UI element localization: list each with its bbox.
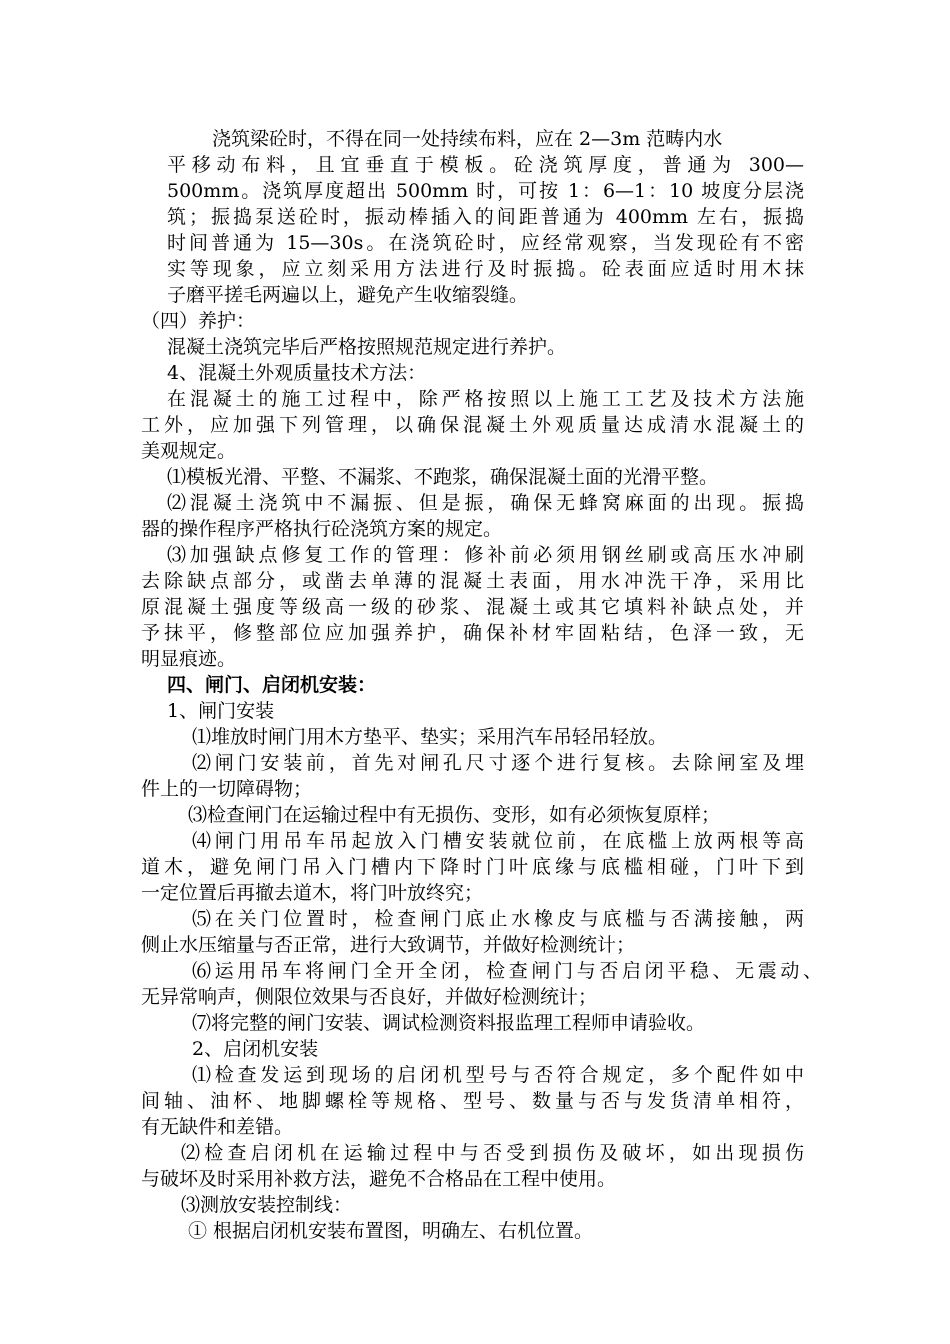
list-item: ⑴模板光滑、平整、不漏浆、不跑浆，确保混凝土面的光滑平整。 (167, 466, 719, 488)
list-item: ⑵检查启闭机在运输过程中与否受到损伤及破坏，如出现损伤 (181, 1142, 804, 1164)
paragraph-line: 实等现象，应立刻采用方法进行及时振捣。砼表面应适时用木抹 (167, 258, 804, 280)
paragraph-line: 与破坏及时采用补救方法，避免不合格品在工程中使用。 (141, 1168, 617, 1190)
paragraph-line: 原混凝土强度等级高一级的砂浆、混凝土或其它填料补缺点处，并 (141, 596, 804, 618)
paragraph-line: 工外，应加强下列管理，以确保混凝土外观质量达成清水混凝土的 (141, 414, 804, 436)
list-item: ① 根据启闭机安装布置图，明确左、右机位置。 (188, 1220, 594, 1242)
list-item: ⑷闸门用吊车吊起放入门槽安装就位前，在底槛上放两根等高 (192, 830, 804, 852)
chapter-heading: 四、闸门、启闭机安装： (167, 674, 377, 696)
list-item: ⑵闸门安装前，首先对闸孔尺寸逐个进行复核。去除闸室及埋 (192, 752, 804, 774)
list-item: ⑶加强缺点修复工作的管理：修补前必须用钢丝刷或高压水冲刷 (167, 544, 804, 566)
paragraph-line: 道木，避免闸门吊入门槽内下降时门叶底缘与底槛相碰，门叶下到 (141, 856, 804, 878)
subsection-heading: 2、启闭机安装 (192, 1038, 319, 1060)
paragraph-line: 无异常响声，侧限位效果与否良好，并做好检测统计； (141, 986, 598, 1008)
paragraph-line: 一定位置后再撤去道木，将门叶放终究； (141, 882, 484, 904)
list-item: ⑹运用吊车将闸门全开全闭，检查闸门与否启闭平稳、无震动、 (192, 960, 822, 982)
subsection-heading: 1、闸门安装 (167, 700, 275, 722)
paragraph-line: 筑；振捣泵送砼时，振动棒插入的间距普通为 400mm 左右，振捣 (167, 206, 804, 228)
list-item: ⑶检查闸门在运输过程中有无损伤、变形，如有必须恢复原样； (188, 804, 721, 826)
paragraph-line: 器的操作程序严格执行砼浇筑方案的规定。 (141, 518, 503, 540)
list-item: ⑺将完整的闸门安装、调试检测资料报监理工程师申请验收。 (192, 1012, 706, 1034)
paragraph-line: 在混凝土的施工过程中，除严格按照以上施工工艺及技术方法施 (167, 388, 804, 410)
subsection-heading: 4、混凝土外观质量技术方法： (167, 362, 427, 384)
paragraph-line: 明显痕迹。 (141, 648, 237, 670)
paragraph-line: 去除缺点部分，或凿去单薄的混凝土表面，用水冲洗干净，采用比 (141, 570, 804, 592)
list-item: ⑶测放安装控制线： (181, 1194, 353, 1216)
paragraph-line: 500mm。浇筑厚度超出 500mm 时，可按 1：6—1：10 坡度分层浇 (167, 180, 804, 202)
paragraph-line: 混凝土浇筑完毕后严格按照规范规定进行养护。 (167, 336, 567, 358)
paragraph-line: 浇筑梁砼时，不得在同一处持续布料，应在 2—3m 范畴内水 (212, 128, 723, 150)
paragraph-line: 子磨平搓毛两遍以上，避免产生收缩裂缝。 (167, 284, 529, 306)
paragraph-line: 间轴、油杯、地脚螺栓等规格、型号、数量与否与发货清单相符， (141, 1090, 804, 1112)
list-item: ⑵混凝土浇筑中不漏振、但是振，确保无蜂窝麻面的出现。振捣 (167, 492, 804, 514)
paragraph-line: 件上的一切障碍物； (141, 778, 313, 800)
list-item: ⑸在关门位置时，检查闸门底止水橡皮与底槛与否满接触，两 (192, 908, 804, 930)
paragraph-line: 平移动布料，且宜垂直于模板。砼浇筑厚度，普通为 300— (167, 154, 804, 176)
paragraph-line: 有无缺件和差错。 (141, 1116, 294, 1138)
section-heading: （四）养护： (141, 310, 256, 332)
paragraph-line: 时间普通为 15—30s。在浇筑砼时，应经常观察，当发现砼有不密 (167, 232, 804, 254)
list-item: ⑴检查发运到现场的启闭机型号与否符合规定，多个配件如中 (192, 1064, 804, 1086)
paragraph-line: 美观规定。 (141, 440, 237, 462)
list-item: ⑴堆放时闸门用木方垫平、垫实；采用汽车吊轻吊轻放。 (192, 726, 668, 748)
paragraph-line: 侧止水压缩量与否正常，进行大致调节，并做好检测统计； (141, 934, 636, 956)
paragraph-line: 予抹平，修整部位应加强养护，确保补材牢固粘结，色泽一致，无 (141, 622, 804, 644)
